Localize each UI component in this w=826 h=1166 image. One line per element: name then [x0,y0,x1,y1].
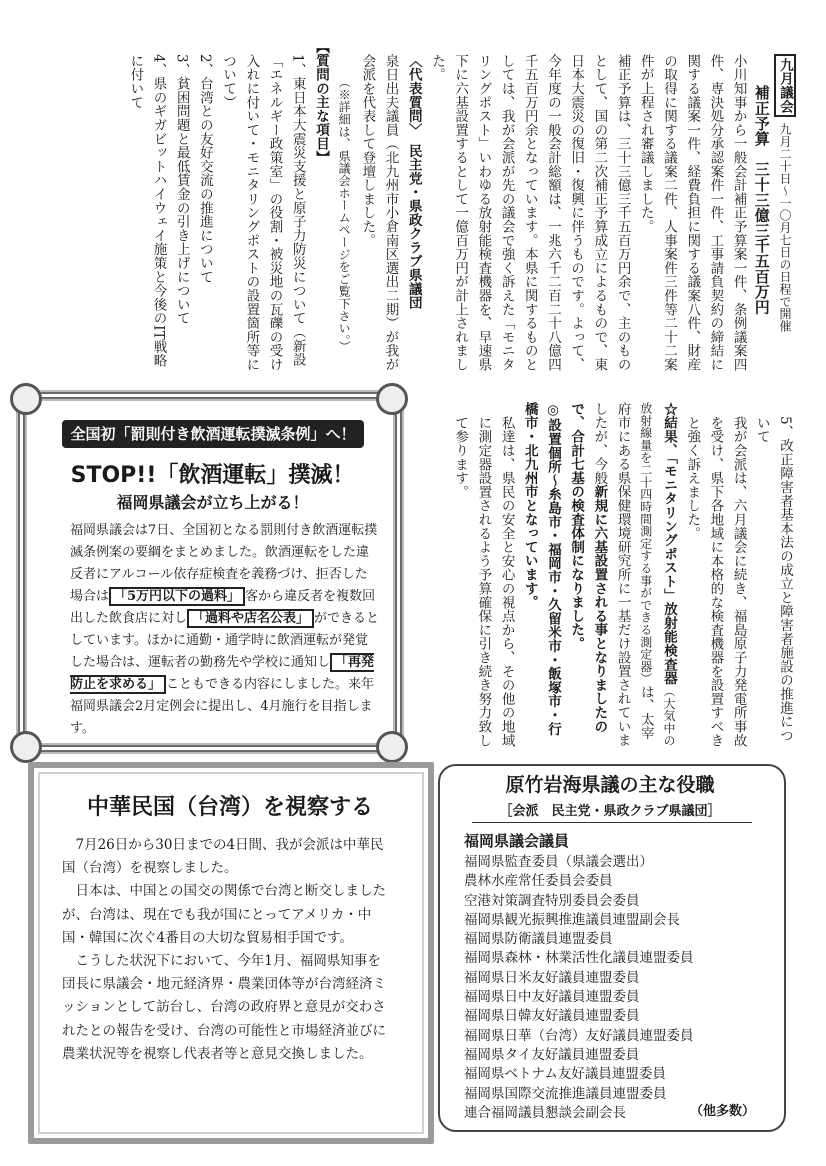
role-item: 福岡県日米友好議員連盟委員 [464,969,640,986]
fine-highlight: 「5万円以下の過料」 [109,587,245,606]
role-item: 連合福岡議員懇談会副会長 [464,1104,626,1121]
budget-label: 補正予算 [752,85,771,147]
result-lead: ☆結果、「モニタリングポスト」放射能検査器 [660,402,677,686]
role-item: 福岡県ベトナム友好議員連盟委員 [464,1066,666,1083]
paragraph-inspection: 我が会派は、六月議会に続き、福島原子力発電所事故を受け、県下各地域に本格的な検査機器を設置すべきと強く訴えました。 [684,415,747,747]
installation-sites: ◎設置個所〜糸島市・福岡市・久留米市・飯塚市・行橋市・北九州市となっています。 [521,402,561,736]
rep-party: 民主党・県政クラブ県議団 [405,143,422,309]
role-item: 福岡県国際交流推進議員連盟委員 [464,1085,667,1102]
monitoring-post-column [436,402,796,747]
representative-question-header [402,40,425,375]
publication-highlight: 「過料や店名公表」 [187,609,314,628]
september-session-column [36,40,796,375]
roles-heading: 福岡県議会議員 [464,832,570,850]
session-date: 九月二十日〜一〇月七日の日程で開催 [778,122,792,332]
paragraph-agenda: 小川知事から一般会計補正予算案一件、条例議案四件、専決処分承認案件一件、工事請負契約の締結に関する議案一件、経費負担に関する議案八件、財産の取得に関する議案二件、人事案件三件等二十二案件が上程され審議しました。 [637,53,747,371]
role-item: 福岡県観光振興推進議員連盟副会長 [464,911,680,928]
role-item: 福岡県日韓友好議員連盟委員 [464,1008,640,1025]
roles-more: （他多数） [690,1104,756,1119]
question-1: 1、東日本大震災支援と原子力防災について（新設「エネルギー政策室」の役割・被災地の瓦礫の受け入れに付いて・モニタリングポストの設置箇所等について） [220,53,306,371]
roles-list [464,853,764,1123]
role-item: 福岡県森林・林業活性化議員連盟委員 [464,950,694,967]
rep-speaker: 泉日出夫議員（北九州市小倉南区選出二期）が我が会派を代表して登壇しました。 [359,53,399,371]
roles-divider [472,822,752,823]
role-item: 空港対策調査特別委員会委員 [464,892,640,909]
knot-ornament-top-left [10,383,42,415]
role-item: 農林水産常任委員会委員 [464,873,613,890]
questions-label: 【質問の主な項目】 [312,40,329,165]
role-item: 福岡県防衛議員連盟委員 [464,931,613,948]
taiwan-body [62,834,387,1066]
taiwan-paragraph-3: こうした状況下において、今年1月、福岡県知事を団長に県議会・地元経済界・農業団体等が台湾経済ミッションとして訪台し、台湾の政府界と意見が交わされたとの報告を受け、台湾の可能性と市場経済並びに農業状況等を視察し代表者等と意見交換しました。 [62,953,386,1062]
question-4: 4、県のギガビットハイウェイ施策と今後のIT戦略に付いて [127,53,167,368]
result-body: は、太宰府市にある県保健環境研究所に一基だけ設置されていましたが、今般 [591,402,654,747]
taiwan-title: 中華民国（台湾）を視察する [86,795,373,820]
drunk-body-2: 客から違反者を複数回出した飲食店に対し [70,589,376,626]
drunk-body-1: 福岡県議会は7日、全国初となる罰則付き飲酒運転撲滅条例案の要綱をまとめました。飲酒運転をした違反者にアルコール依存症検査を義務づけ、拒否した場合は [70,523,378,604]
drunk-driving-body [70,520,380,740]
taiwan-paragraph-2: 日本は、中国との国交の関係で台湾と断交しましたが、台湾は、現在でも我が国にとってアメリカ・中国・韓国に次ぐ4番目の大切な貿易相手国です。 [62,883,386,946]
roles-subtitle: ［会派 民主党・県政クラブ県議団］ [499,804,721,819]
paragraph-commitment: 私達は、県民の安全と安心の視点から、その他の地域に測定器設置されるよう予算確保に引き続き努力致して参ります。 [452,415,515,747]
question-5: 5、改正障害者基本法の成立と障害者施設の推進について [753,415,793,742]
role-item: 福岡県監査委員（県議会選出） [464,854,653,870]
rep-note: （※詳細は、県議会ホームページをご覧下さい。） [337,76,352,353]
drunk-body-4: こともできる内容にしました。来年福岡県議会2月定例会に提出し、4月施行を目指します。 [70,677,375,736]
prevention-highlight: 「再発防止を求める」 [70,655,375,692]
role-item: 福岡県タイ友好議員連盟委員 [464,1046,640,1063]
budget-header [750,40,773,375]
session-label: 九月議会 [774,54,796,117]
drunk-body-3: ができるとしています。ほかに通勤・通学時に飲酒運転が発覚した場合は、運転者の勤務先や学校に通知し [70,611,380,670]
roles-title: 原竹岩海県議の主な役職 [505,774,715,796]
question-3: 3、貧困問題と最低賃金の引き上げについて [173,53,190,325]
knot-ornament-top-right [376,383,408,415]
question-2: 2、台湾との友好交流の推進について [196,53,213,284]
rep-question-label: 〈代表質問〉 [405,53,422,130]
paragraph-result [564,402,680,747]
result-note: （大気中の放射線量を二十四時間測定する事ができる測定器） [638,402,676,747]
paragraph-budget: 補正予算は、三十三億三千五百万円余で、主のものとして、国の第二次補正予算成立によるもので、東日本大震災の復旧・復興に伴うものです。よって、今年度の一般会計総額は、一兆六千二百二十八億四千五百万円余となっています。本県に関するものとしては、我が会派が先の議会で強く訴えた「モニタリングポスト」いわゆる放射能検査機器を、早速県下に六基設置するとして一億百万円が計上されました。 [428,53,631,371]
result-bold: 新規に六基設置される事となりましたので、合計七基の検査体制になりました。 [568,402,608,734]
role-item: 福岡県日華（台湾）友好議員連盟委員 [464,1027,694,1044]
session-header [773,40,796,375]
knot-ornament-bottom-left [10,731,42,763]
drunk-driving-subtitle: 福岡県議会が立ち上がる！ [116,493,309,512]
taiwan-paragraph-1: 7月26日から30日までの4日間、我が会派は中華民国（台湾）を視察しました。 [62,837,384,877]
budget-amount: 三十三億三千五百万円 [752,161,771,315]
drunk-driving-banner: 全国初「罰則付き飲酒運転撲滅条例」へ！ [62,420,364,448]
role-item: 福岡県日中友好議員連盟委員 [464,989,640,1006]
drunk-driving-title: STOP!!「飲酒運転」撲滅！ [70,463,355,488]
knot-ornament-bottom-right [376,731,408,763]
